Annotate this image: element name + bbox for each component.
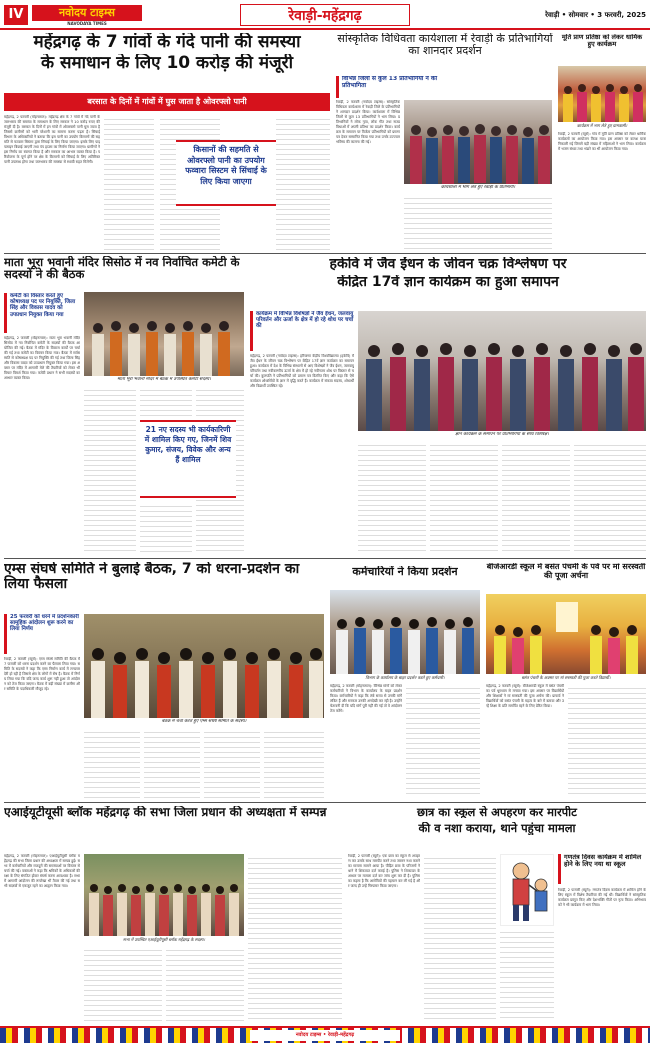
story6-body-col3 bbox=[144, 728, 200, 798]
story5-photo-group bbox=[358, 311, 646, 431]
story4-body-col3 bbox=[140, 386, 192, 416]
story1-body-col2 bbox=[104, 115, 154, 250]
story7-body-col2 bbox=[406, 684, 480, 798]
story10-headline bbox=[348, 806, 646, 850]
story5-caption: ज्ञान कार्यक्रम के समापन पर प्रतिभागियों के साथ विशेषज्ञ। bbox=[455, 432, 549, 437]
footer-folio: नवोदय टाइम्स • रेवाड़ी-महेंद्रगढ़ bbox=[250, 1030, 400, 1041]
story8-headline: बीजेआरडी स्कूल में बसंत पंचमी के पर्व पर मां सरस्वती की पूजा अर्चना bbox=[486, 563, 646, 580]
story2-headline: सांस्कृतिक विधिवता कार्यशाला में रेवाड़ी के प्रतिभागियों का शानदार प्रदर्शन bbox=[337, 33, 553, 57]
story9-headline: एआईयूटीयूसी ब्लॉक महेंद्रगढ़ की सभा जिला प्रधान की अध्यक्षता में सम्पन्न bbox=[4, 806, 327, 819]
story7-headline: कर्मचारियों ने किया प्रदर्शन bbox=[352, 566, 458, 578]
story1-headline-line2: के समाधान के लिए 10 करोड़ की मंजूरी bbox=[41, 54, 293, 73]
story9-body-col2 bbox=[84, 946, 162, 1022]
story4-quote: 21 नए सदस्य भी कार्यकारिणी में शामिल किए गए, जिनमें शिव कुमार, संजय, विवेक और अन्य हैं शामिल bbox=[140, 420, 236, 498]
story8-body-col2 bbox=[568, 684, 646, 798]
story6-body-col5 bbox=[264, 728, 324, 798]
story7-body: महेंद्रगढ़, 2 फरवरी (मोहनलाल): विभिन्न मांगों को लेकर कर्मचारियों ने विभाग के कार्यालय के बाहर प्रदर्शन किया। कर्मचारियों ने कहा कि लंबे समय से उनकी मांगें लंबित हैं और सरकार उनकी अनदेखी कर रही है। उन्होंने चेतावनी दी कि यदि मांगें पूरी नहीं की गईं तो वे आंदोलन तेज करेंगे। bbox=[330, 684, 402, 713]
story3-photo bbox=[558, 66, 646, 122]
divider-lower bbox=[4, 802, 646, 803]
story6-caption: बैठक में चर्चा करते हुए एम्स संघर्ष समिति के सदस्य। bbox=[161, 719, 247, 724]
story2-body: रेवाड़ी, 2 फरवरी (नवोदय टाइम्स): सांस्कृतिक विधिवता कार्यशाला में रेवाड़ी जिले के प्रतिभागियों ने शानदार प्रदर्शन किया। कार्यशाला में विभिन्न जिलों से कुल 13 प्रतिभागियों ने भाग लिया। प्रतिभागियों ने लोक नृत्य, लोक गीत तथा नाट्य विधाओं में अपनी प्रतिभा का प्रदर्शन किया। कार्यक्रम के समापन पर विजेता प्रतिभागियों को प्रमाण पत्र देकर सम्मानित किया गया तथा उनके उज्ज्वल भविष्य की कामना की गई। bbox=[336, 100, 400, 144]
story9-photo bbox=[84, 854, 244, 936]
paper-name: नवोदय टाइम्स bbox=[32, 5, 142, 21]
story10-body-col2 bbox=[424, 854, 496, 1022]
story11-headline: गणतंत्र दिवस कार्यक्रम में शामिल होने के लिए नया था स्कूल bbox=[558, 854, 646, 884]
story9-body-col4 bbox=[248, 854, 342, 1022]
story10-body: रेवाड़ी, 2 फरवरी (ब्यूरो): एक छात्र का स्कूल से अपहरण कर उसके साथ मारपीट करने तथा जबरन नशा कराने का मामला सामने आया है। पीड़ित छात्र के परिजनों ने थाने में शिकायत दर्ज कराई है। पुलिस ने शिकायत के आधार पर मामला दर्ज कर जांच शुरू कर दी है। पुलिस का कहना है कि आरोपियों की पहचान कर ली गई है और जल्द ही उन्हें गिरफ्तार किया जाएगा। bbox=[348, 854, 420, 888]
story6-body-col4 bbox=[204, 728, 260, 798]
story2-strap: विभिन्न जिलों से कुल 13 प्रतिभागियों ने की प्रतिभागिता bbox=[336, 76, 456, 98]
story7-photo-protest bbox=[330, 590, 480, 674]
story9-photo-gathering bbox=[84, 854, 244, 936]
story8-body: महेंद्रगढ़, 2 फरवरी (ब्यूरो): बीजेआरडी स्कूल में बसंत पंचमी का पर्व धूमधाम से मनाया गया। इस अवसर पर विद्यार्थियों और शिक्षकों ने मां सरस्वती की पूजा अर्चना की। प्राचार्य ने विद्यार्थियों को बसंत पंचमी के महत्व के बारे में बताया और उन्हें शिक्षा के प्रति समर्पित रहने के लिए प्रेरित किया। bbox=[486, 684, 564, 708]
story9-caption: सभा में उपस्थित एआईयूटीयूसी ब्लॉक महेंद्रगढ़ के सदस्य। bbox=[123, 937, 205, 942]
story6-body-col2 bbox=[84, 728, 140, 798]
story11-body: रेवाड़ी, 2 फरवरी (ब्यूरो): गणतंत्र दिवस कार्यक्रम में शामिल होने के लिए स्कूल में विशेष तैयारियां की गई थीं। विद्यार्थियों ने सांस्कृतिक कार्यक्रम प्रस्तुत किए और देशभक्ति गीतों पर नृत्य किया। अभिभावकों ने भी कार्यक्रम में भाग लिया। bbox=[558, 888, 646, 907]
story8-photo bbox=[486, 594, 646, 674]
story5-body-col4 bbox=[502, 441, 570, 554]
divider-mid bbox=[4, 558, 646, 559]
story7-photo bbox=[330, 590, 480, 674]
story1-body-col4 bbox=[276, 115, 330, 250]
story6-photo-meeting bbox=[84, 614, 324, 718]
story3-caption: कार्यक्रम में भाग लेते हुए ग्रामवासी। bbox=[576, 123, 628, 128]
story5-body-col3 bbox=[430, 441, 498, 554]
story4-photo bbox=[84, 292, 244, 376]
story1-strap: बरसात के दिनों में गांवों में घुस जाता है ओवरफ्लो पानी bbox=[4, 93, 330, 111]
story5-headline bbox=[250, 257, 646, 307]
story10-headline-line2: की व नशा कराया, थाने पहुंचा मामला bbox=[418, 822, 576, 835]
story6-headline: एम्स संघर्ष समिति ने बुलाई बैठक, 7 को धरना-प्रदर्शन का लिया फैसला bbox=[4, 562, 300, 593]
story6-strap: 25 फरवरी को धरने में प्रदर्शनकारी सामूहिक आंदोलन शुरू करने का लिया निर्णय bbox=[4, 614, 80, 654]
story4-caption: माता भूरा भवानी मंदिर में बैठक में उपस्थित कमेटी सदस्य। bbox=[117, 377, 211, 382]
story4-body-col3b bbox=[140, 502, 192, 554]
section-name: रेवाड़ी-महेंद्रगढ़ bbox=[240, 4, 410, 26]
story5-headline-line2: केंद्रित 17वें ज्ञान कार्यक्रम का हुआ समापन bbox=[337, 275, 559, 291]
story7-caption: विभाग के कार्यालय के बाहर प्रदर्शन करते हुए कर्मचारी। bbox=[365, 675, 445, 680]
story5-body-col2 bbox=[358, 441, 426, 554]
story3-body: रेवाड़ी, 2 फरवरी (ब्यूरो): गांव में मूर्ति प्राण प्रतिष्ठा को लेकर धार्मिक कार्यक्रमों का आयोजन किया गया। इस अवसर पर कलश यात्रा निकाली गई जिसमें बड़ी संख्या में महिलाओं ने भाग लिया। कार्यक्रम में भजन संध्या तथा भंडारे का भी आयोजन किया गया। bbox=[558, 132, 646, 151]
footer-strip bbox=[0, 1026, 650, 1043]
story10-headline-line1: छात्र का स्कूल से अपहरण कर मारपीट bbox=[417, 806, 577, 819]
story5-headline-line1: हकेवि में जैव ईंधन के जीवन चक्र विश्लेषण पर bbox=[329, 257, 567, 272]
story10-body-col3 bbox=[500, 928, 554, 1022]
story9-body: महेंद्रगढ़, 2 फरवरी (मोहनलाल): एआईयूटीयूसी ब्लॉक महेंद्रगढ़ की सभा जिला प्रधान की अध्यक्षता में सम्पन्न हुई। सभा में कर्मचारियों और मजदूरों की समस्याओं पर विस्तार से चर्चा की गई। वक्ताओं ने कहा कि श्रमिकों के अधिकारों की रक्षा के लिए संगठित होकर संघर्ष करना आवश्यक है। सभा में आगामी आंदोलन की रूपरेखा भी तैयार की गई तथा सभी सदस्यों से एकजुट रहने का आह्वान किया गया। bbox=[4, 854, 80, 888]
story4-strap: कमेटी का विस्तार करते हुए कोषाध्यक्ष पद पर नियुक्ति, जिला सिंह और विकास यादव को उपप्रधान नियुक्त किया गया bbox=[4, 293, 80, 333]
story2-photo bbox=[404, 100, 552, 184]
story8-caption: बसंत पंचमी के अवसर पर मां सरस्वती की पूजा करते विद्यार्थी। bbox=[521, 675, 611, 680]
story1-headline bbox=[4, 33, 330, 91]
story5-strap: कार्यक्रम में विभिन्न विशेषज्ञों ने जैव ईंधन, जलवायु परिवर्तन और ऊर्जा के क्षेत्र में हो रहे शोध पर चर्चा की bbox=[250, 311, 354, 351]
story2-photo-people bbox=[404, 100, 552, 184]
divider-top bbox=[4, 253, 646, 254]
story6-photo bbox=[84, 614, 324, 718]
kidnap-illustration-icon bbox=[501, 855, 554, 926]
story5-photo bbox=[358, 311, 646, 431]
issue-date: रेवाड़ी • सोमवार • 3 फरवरी, 2025 bbox=[545, 11, 646, 19]
story6-body: रेवाड़ी, 2 फरवरी (ब्यूरो): एम्स संघर्ष समिति की बैठक में 7 फरवरी को धरना प्रदर्शन करने का फैसला लिया गया। समिति के सदस्यों ने कहा कि एम्स निर्माण कार्य में लगातार देरी हो रही है जिससे क्षेत्र के लोगों में रोष है। बैठक में निर्णय लिया गया कि यदि जल्द कार्य शुरू नहीं हुआ तो आंदोलन को तेज किया जाएगा। बैठक में बड़ी संख्या में ग्रामीण और समिति के पदाधिकारी मौजूद रहे। bbox=[4, 657, 80, 691]
story1-body: महेंद्रगढ़, 2 फरवरी (मोहनलाल): महेंद्रगढ़ क्षेत्र के 7 गांवों में गंदे पानी के जलभराव की समस्या के समाधान के लिए सरकार ने 10 करोड़ रुपए की मंजूरी दी है। बरसात के दिनों में इन गांवों में ओवरफ्लो पानी घुस जाता है जिससे ग्रामीणों को भारी परेशानी का सामना करना पड़ता है। सिंचाई विभाग के अधिकारियों ने बताया कि इस पानी का उपयोग किसानों की सहमति से फव्वारा सिस्टम द्वारा सिंचाई के लिए किया जाएगा। इसके लिए पाइपलाइन बिछाई जाएगी तथा पंप हाउस का निर्माण किया जाएगा। ग्रामीणों ने इस निर्णय का स्वागत किया है और सरकार का आभार व्यक्त किया है। परियोजना के पूर्ण होने पर क्षेत्र के किसानों को सिंचाई के लिए अतिरिक्त पानी उपलब्ध होगा तथा जलभराव की समस्या से स्थायी राहत मिलेगी। bbox=[4, 115, 100, 164]
story10-illustration bbox=[500, 854, 554, 926]
story1-quote: किसानों की सहमति से ओवरफ्लो पानी का उपयोग फव्वारा सिस्टम से सिंचाई के लिए किया जाएगा bbox=[176, 140, 276, 206]
story1-headline-line1: महेंद्रगढ़ के 7 गांवों के गंदे पानी की समस्या bbox=[33, 33, 301, 52]
paper-tagline: NAVODAYA TIMES bbox=[67, 21, 107, 26]
story4-photo-meeting bbox=[84, 292, 244, 376]
story2-caption: कार्यशाला में भाग लेते हुए रेवाड़ी के प्रतिभागी। bbox=[440, 185, 516, 190]
page-number: IV bbox=[4, 5, 28, 25]
story5-body-col5 bbox=[574, 441, 646, 554]
story3-headline: मूर्ति प्राण प्रतिष्ठा को लेकर धार्मिक हुए कार्यक्रम bbox=[561, 34, 643, 49]
story9-body-col3 bbox=[166, 946, 244, 1022]
story3-photo-crowd bbox=[558, 66, 646, 122]
story2-body-col2 bbox=[404, 194, 552, 250]
story5-body: महेंद्रगढ़, 2 फरवरी (नवोदय टाइम्स): हरियाणा केंद्रीय विश्वविद्यालय (हकेवि) में जैव ईंधन के जीवन चक्र विश्लेषण पर केंद्रित 17वें ज्ञान कार्यक्रम का समापन हुआ। कार्यक्रम में देश के विभिन्न संस्थानों से आए विशेषज्ञों ने जैव ईंधन, जलवायु परिवर्तन तथा नवीकरणीय ऊर्जा के क्षेत्र में हो रहे नवीनतम शोध पर विस्तार से चर्चा की। कुलपति ने प्रतिभागियों को प्रमाण पत्र वितरित किए और कहा कि ऐसे कार्यक्रम शोधार्थियों के ज्ञान में वृद्धि करते हैं। कार्यक्रम में संकाय सदस्य, शोधार्थी और विद्यार्थी उपस्थित रहे। bbox=[250, 354, 354, 388]
story4-headline: माता भूरा भवानी मंदिर सिसोठ में नव निर्वाचित कमेटी के सदस्यों ने की बैठक bbox=[4, 256, 240, 282]
masthead bbox=[0, 0, 650, 30]
story4-body: महेंद्रगढ़, 2 फरवरी (मोहनलाल): माता भूरा भवानी मंदिर सिसोठ में नव निर्वाचित कमेटी के सदस्यों की बैठक आयोजित की गई। बैठक में मंदिर के विकास कार्यों पर चर्चा की गई तथा कमेटी का विस्तार किया गया। बैठक में सर्वसम्मति से कोषाध्यक्ष पद पर नियुक्ति की गई तथा जिला सिंह और विकास यादव को उपप्रधान नियुक्त किया गया। इस अवसर पर मंदिर में आगामी मेले की तैयारियों को लेकर भी विचार विमर्श किया गया। कमेटी प्रधान ने सभी सदस्यों का आभार व्यक्त किया। bbox=[4, 336, 80, 380]
story4-body-col2 bbox=[84, 386, 136, 554]
story8-photo-pooja bbox=[486, 594, 646, 674]
